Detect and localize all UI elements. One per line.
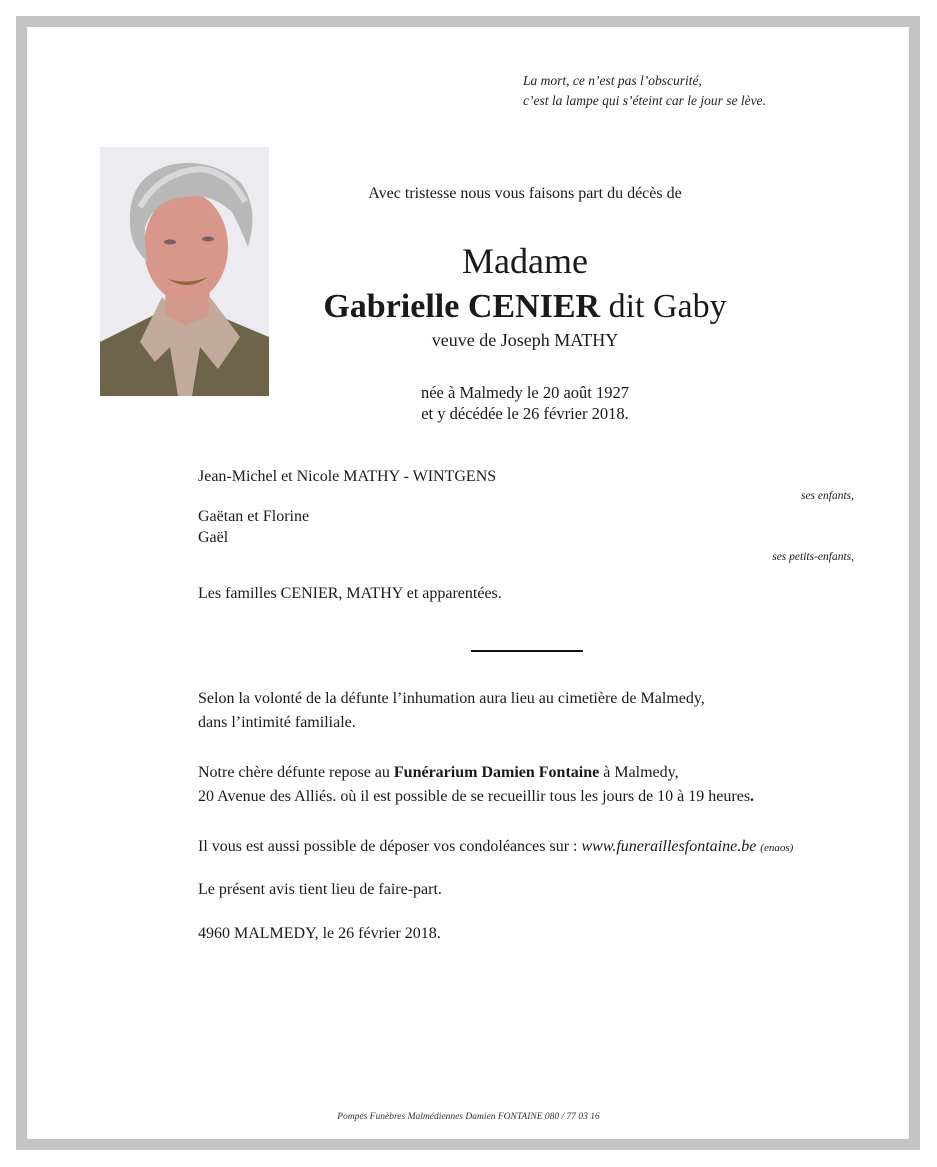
families-line: Les familles CENIER, MATHY et apparentées. xyxy=(198,585,502,602)
widow-of: veuve de Joseph MATHY xyxy=(431,330,619,350)
deceased-nickname: dit Gaby xyxy=(608,288,727,325)
deceased-name xyxy=(280,285,770,329)
portrait-photo xyxy=(100,147,269,396)
condolences-prefix: Il vous est aussi possible de déposer vos condoléances sur : xyxy=(198,838,582,855)
condolences-tag: (enaos) xyxy=(760,842,794,854)
address-line xyxy=(198,788,754,806)
place-date-line: 4960 MALMEDY, le 26 février 2018. xyxy=(198,925,441,942)
deceased-full-name: Gabrielle CENIER xyxy=(323,288,601,325)
quote-line-1: La mort, ce n’est pas l’obscurité, xyxy=(523,73,702,88)
birth-line: née à Malmedy le 20 août 1927 xyxy=(420,383,630,402)
quote-line-2: c’est la lampe qui s’éteint car le jour se lève. xyxy=(523,93,766,108)
death-line: et y décédée le 26 février 2018. xyxy=(421,404,629,423)
children-role: ses enfants, xyxy=(800,490,854,502)
grandchildren-names-2: Gaël xyxy=(198,529,229,546)
burial-line-2: dans l’intimité familiale. xyxy=(198,714,356,731)
rest-suffix: à Malmedy, xyxy=(599,764,679,781)
section-divider xyxy=(471,650,583,652)
children-names: Jean-Michel et Nicole MATHY - WINTGENS xyxy=(198,468,497,485)
burial-line-1: Selon la volonté de la défunte l’inhumation aura lieu au cimetière de Malmedy, xyxy=(198,690,705,707)
condolences-link[interactable]: www.funeraillesfontaine.be xyxy=(581,838,757,855)
portrait-image xyxy=(100,147,269,396)
rest-prefix: Notre chère défunte repose au xyxy=(198,764,394,781)
birth-death-info xyxy=(300,382,750,424)
condolences-line xyxy=(198,838,793,856)
deceased-title: Madame xyxy=(462,241,588,281)
grandchildren-names-1: Gaëtan et Florine xyxy=(198,508,310,525)
grandchildren-role: ses petits-enfants, xyxy=(772,551,854,563)
funeral-home-name: Funérarium Damien Fontaine xyxy=(393,764,600,781)
address-text: 20 Avenue des Alliés. où il est possible de se recueillir tous les jours de 10 à 19 heures xyxy=(198,788,751,805)
epigraph-quote xyxy=(523,71,766,111)
footer-text: Pompes Funèbres Malmédiennes Damien FONTAINE 080 / 77 03 16 xyxy=(337,1112,600,1122)
notice-line: Le présent avis tient lieu de faire-part. xyxy=(198,881,442,898)
address-end: . xyxy=(750,788,755,805)
rest-line xyxy=(198,764,679,782)
intro-text: Avec tristesse nous vous faisons part du décès de xyxy=(368,185,682,202)
